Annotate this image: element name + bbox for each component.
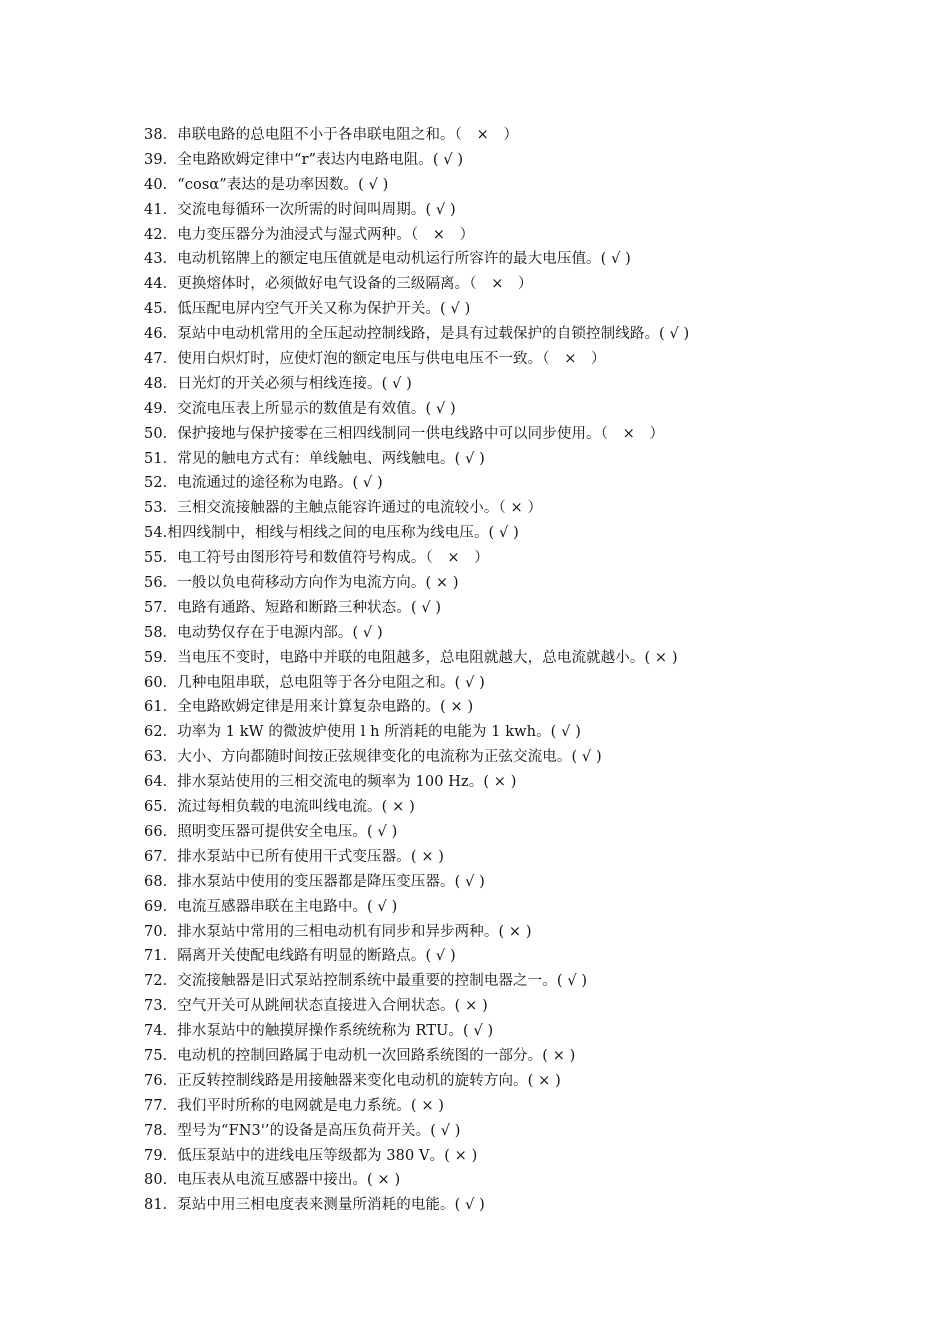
list-item: 64．排水泵站使用的三相交流电的频率为 100 Hz。( × ): [144, 774, 517, 791]
list-item: 54.相四线制中，相线与相线之间的电压称为线电压。( √ ): [144, 525, 519, 542]
list-item: 72．交流接触器是旧式泵站控制系统中最重要的控制电器之一。( √ ): [144, 973, 588, 990]
list-item: 41．交流电每循环一次所需的时间叫周期。( √ ): [144, 201, 456, 218]
list-item: 67．排水泵站中已所有使用干式变压器。( × ): [144, 848, 445, 865]
list-item: 38．串联电路的总电阻不小于各串联电阻之和。（ × ）: [144, 127, 519, 143]
list-item: 75．电动机的控制回路属于电动机一次回路系统图的一部分。( × ): [144, 1047, 576, 1064]
list-item: 76．正反转控制线路是用接触器来变化电动机的旋转方向。( × ): [144, 1072, 561, 1089]
list-item: 43．电动机铭牌上的额定电压值就是电动机运行所容许的最大电压值。( √ ): [144, 251, 631, 268]
list-item: 47．使用白炽灯时，应使灯泡的额定电压与供电电压不一致。（ × ）: [144, 351, 606, 368]
list-item: 42．电力变压器分为油浸式与湿式两种。（ × ）: [144, 226, 475, 243]
list-item: 58．电动势仅存在于电源内部。( √ ): [144, 624, 383, 641]
list-item: 53．三相交流接触器的主触点能容许通过的电流较小。（ × ）: [144, 500, 543, 517]
list-item: 62．功率为 1 kW 的微波炉使用 l h 所消耗的电能为 1 kwh。( √ ): [144, 724, 581, 741]
list-item: 73．空气开关可从跳闸状态直接进入合闸状态。( × ): [144, 998, 488, 1015]
list-item: 44．更换熔体时，必须做好电气设备的三级隔离。（ × ）: [144, 276, 533, 293]
list-item: 61．全电路欧姆定律是用来计算复杂电路的。( × ): [144, 699, 474, 716]
list-item: 63．大小、方向都随时间按正弦规律变化的电流称为正弦交流电。( √ ): [144, 749, 602, 766]
list-item: 81．泵站中用三相电度表来测量所消耗的电能。( √ ): [144, 1197, 485, 1214]
list-item: 52．电流通过的途径称为电路。( √ ): [144, 475, 383, 492]
question-list: [144, 123, 904, 1218]
list-item: 40．“cosα”表达的是功率因数。( √ ): [144, 176, 389, 193]
list-item: 48．日光灯的开关必须与相线连接。( √ ): [144, 375, 412, 392]
list-item: 55．电工符号由图形符号和数值符号构成。（ × ）: [144, 550, 489, 567]
list-item: 57．电路有通路、短路和断路三种状态。( √ ): [144, 599, 442, 616]
list-item: 50．保护接地与保护接零在三相四线制同一供电线路中可以同步使用。（ × ）: [144, 425, 665, 442]
list-item: 51．常见的触电方式有：单线触电、两线触电。( √ ): [144, 450, 485, 467]
list-item: 46．泵站中电动机常用的全压起动控制线路，是具有过载保护的自锁控制线路。( √ ): [144, 326, 690, 343]
list-item: 49．交流电压表上所显示的数值是有效值。( √ ): [144, 400, 456, 417]
list-item: 70．排水泵站中常用的三相电动机有同步和异步两种。( × ): [144, 923, 532, 940]
list-item: 68．排水泵站中使用的变压器都是降压变压器。( √ ): [144, 873, 485, 890]
list-item: 77．我们平时所称的电网就是电力系统。( × ): [144, 1097, 445, 1114]
list-item: 66．照明变压器可提供安全电压。( √ ): [144, 823, 398, 840]
list-item: 74．排水泵站中的触摸屏操作系统统称为 RTU。( √ ): [144, 1023, 494, 1040]
list-item: 79．低压泵站中的进线电压等级都为 380 V。( × ): [144, 1147, 478, 1164]
list-item: 65．流过每相负载的电流叫线电流。( × ): [144, 799, 415, 816]
list-item: 60．几种电阻串联，总电阻等于各分电阻之和。( √ ): [144, 674, 485, 691]
list-item: 56．一般以负电荷移动方向作为电流方向。( × ): [144, 575, 459, 592]
list-item: 80．电压表从电流互感器中接出。( × ): [144, 1172, 401, 1189]
list-item: 69．电流互感器串联在主电路中。( √ ): [144, 898, 398, 915]
list-item: 45．低压配电屏内空气开关又称为保护开关。( √ ): [144, 301, 471, 318]
list-item: 59．当电压不变时，电路中并联的电阻越多，总电阻就越大，总电流就越小。( × ): [144, 649, 678, 666]
list-item: 39．全电路欧姆定律中“r”表达内电路电阻。( √ ): [144, 151, 464, 168]
list-item: 71．隔离开关使配电线路有明显的断路点。( √ ): [144, 948, 456, 965]
list-item: 78．型号为“FN3'’的设备是高压负荷开关。( √ ): [144, 1122, 461, 1139]
